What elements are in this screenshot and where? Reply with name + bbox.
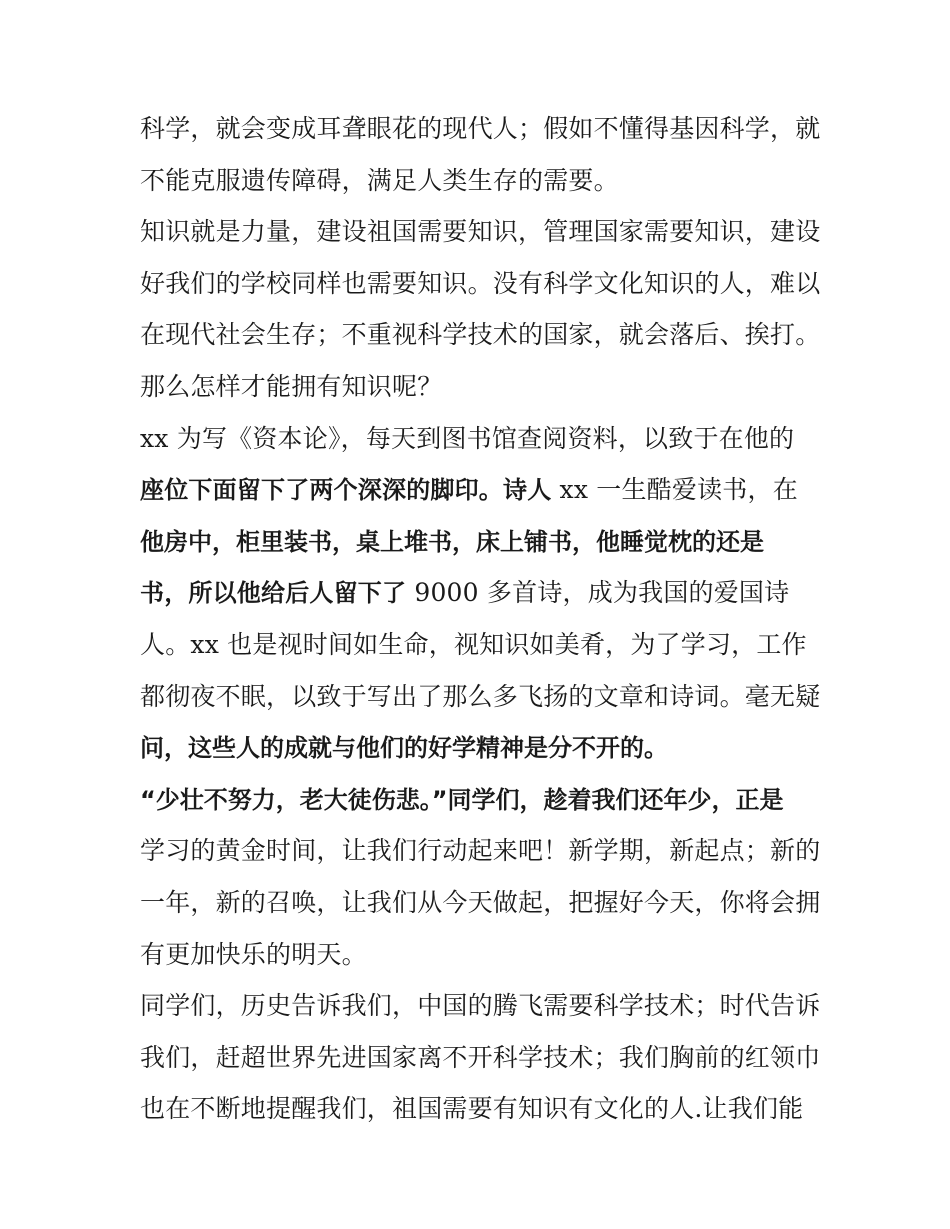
text-line: 有更加快乐的明天。 xyxy=(140,939,367,969)
text-segment: 书，所以他给后人留下了 xyxy=(140,579,407,608)
text-line: 在现代社会生存；不重视科学技术的国家，就会落后、挨打。 xyxy=(140,320,821,350)
text-line: 人。xx 也是视时间如生命，视知识如美肴，为了学习，工作 xyxy=(140,629,807,659)
text-line: xx 为写《资本论》，每天到图书馆查阅资料，以致于在他的 xyxy=(140,423,795,453)
text-line: 同学们，历史告诉我们，中国的腾飞需要科学技术；时代告诉 xyxy=(140,991,821,1021)
text-line: “少壮不努力，老大徒伤悲。”同学们，趁着我们还年少，正是 xyxy=(140,785,784,814)
text-line: 不能克服遗传障碍，满足人类生存的需要。 xyxy=(140,165,619,195)
document-body xyxy=(140,108,820,1140)
text-line: 也在不断地提醒我们，祖国需要有知识有文化的人.让我们能 xyxy=(140,1094,804,1124)
text-line: 他房中，柜里装书，桌上堆书，床上铺书，他睡觉枕的还是 xyxy=(140,527,764,556)
text-line: 一年，新的召唤，让我们从今天做起，把握好今天，你将会拥 xyxy=(140,887,821,917)
text-line: 我们，赶超世界先进国家离不开科学技术；我们胸前的红领巾 xyxy=(140,1042,821,1072)
text-line: 知识就是力量，建设祖国需要知识，管理国家需要知识，建设 xyxy=(140,217,821,247)
text-segment: xx 一生酷爱读书，在 xyxy=(551,475,798,505)
text-segment: 座位下面留下了两个深深的脚印。诗人 xyxy=(140,476,552,505)
text-line: 都彻夜不眠，以致于写出了那么多飞扬的文章和诗词。毫无疑 xyxy=(140,681,821,711)
text-line: 好我们的学校同样也需要知识。没有科学文化知识的人，难以 xyxy=(140,268,821,298)
text-segment: 9000 多首诗，成为我国的爱国诗 xyxy=(406,578,790,608)
text-line: 科学，就会变成耳聋眼花的现代人；假如不懂得基因科学，就 xyxy=(140,114,821,143)
text-line: 问，这些人的成就与他们的好学精神是分不开的。 xyxy=(140,734,668,763)
text-line-mixed xyxy=(140,572,820,624)
text-line-mixed xyxy=(140,469,820,521)
text-line: 那么怎样才能拥有知识呢？ xyxy=(140,371,443,401)
text-line: 学习的黄金时间，让我们行动起来吧！新学期，新起点；新的 xyxy=(140,836,821,866)
